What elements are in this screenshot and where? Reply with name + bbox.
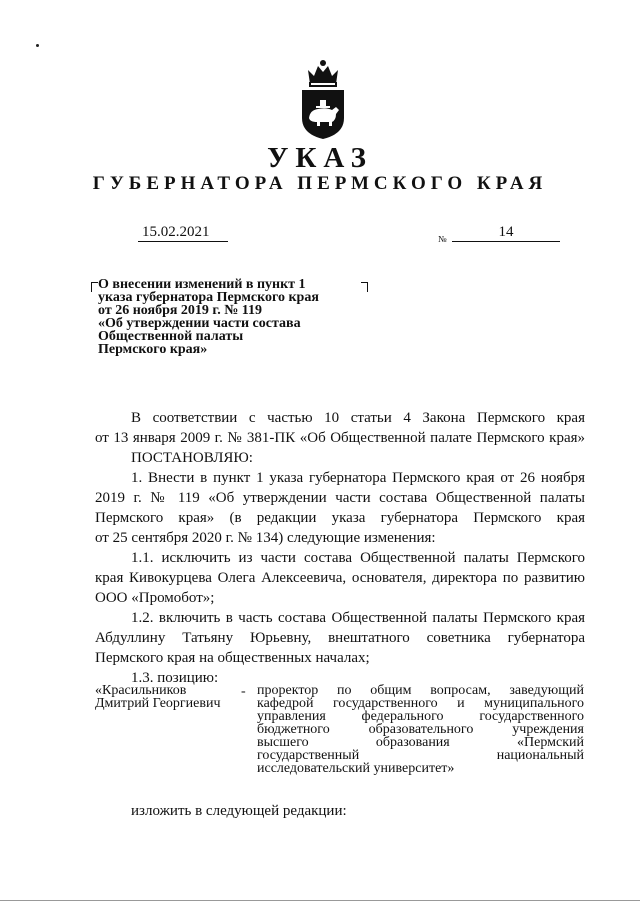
item-1-1-line: 1.1. исключить из части состава Общественной палаты Пермского [131,550,585,566]
document-subject [98,278,368,356]
item-1-line: 1. Внести в пункт 1 указа губернатора Пермского края от 26 ноября [131,470,585,486]
subject-line: от 26 ноября 2019 г. № 119 [98,303,263,318]
item-1-2-line: Пермского края на общественных началах; [95,650,370,666]
document-number: 14 [452,224,560,242]
position-desc-line: исследовательский университет» [257,761,455,776]
subject-line: О внесении изменений в пункт 1 [98,277,306,292]
position-dash: - [241,684,246,699]
coat-of-arms-icon [298,58,348,140]
item-1-2-line: 1.2. включить в часть состава Общественной палаты Пермского края [131,610,585,626]
item-1-1-line: ООО «Промобот»; [95,590,215,606]
page-bottom-edge [0,900,640,901]
position-desc-line: государственный национальный [257,748,584,763]
position-desc-line: кафедрой государственного и муниципального [257,696,584,711]
subject-line: «Об утверждении части состава [98,316,301,331]
item-1-3-line: 1.3. позицию: [131,670,219,686]
document-subtitle: ГУБЕРНАТОРА ПЕРМСКОГО КРАЯ [92,173,548,194]
preamble-line: от 13 января 2009 г. № 381-ПК «Об Общественной палате Пермского края» [95,430,585,446]
position-desc-line: проректор по общим вопросам, заведующий [257,683,584,698]
subject-line: Общественной палаты [98,329,244,344]
item-1-line: Пермского края» (в редакции указа губернатора Пермского края [95,510,585,526]
position-desc-line: бюджетного образовательного учреждения [257,722,584,737]
position-desc-line: высшего образования «Пермский [257,735,584,750]
position-name-line: Дмитрий Георгиевич [95,696,221,711]
subject-corner-left [91,282,98,292]
scan-speck [36,44,39,47]
document-date: 15.02.2021 [138,224,228,242]
closing-line: изложить в следующей редакции: [131,803,347,819]
number-label: № [438,234,447,244]
subject-line: Пермского края» [98,342,208,357]
subject-line: указа губернатора Пермского края [98,290,319,305]
item-1-line: от 25 сентября 2020 г. № 134) следующие изменения: [95,530,436,546]
preamble [95,408,585,688]
item-1-2-line: Абдуллину Татьяну Юрьевну, внештатного советника губернатора [95,630,585,646]
document-title: УКАЗ [267,142,373,174]
item-1-1-line: края Кивокурцева Олега Алексеевича, основателя, директора по развитию [95,570,585,586]
preamble-line: В соответствии с частью 10 статьи 4 Закона Пермского края [131,410,585,426]
item-1-line: 2019 г. № 119 «Об утверждении части состава Общественной палаты [95,490,585,506]
position-description [257,684,584,775]
position-name [95,684,230,710]
decree-word: ПОСТАНОВЛЯЮ: [131,450,253,466]
position-name-line: «Красильников [95,683,187,698]
position-desc-line: управления федерального государственного [257,709,584,724]
